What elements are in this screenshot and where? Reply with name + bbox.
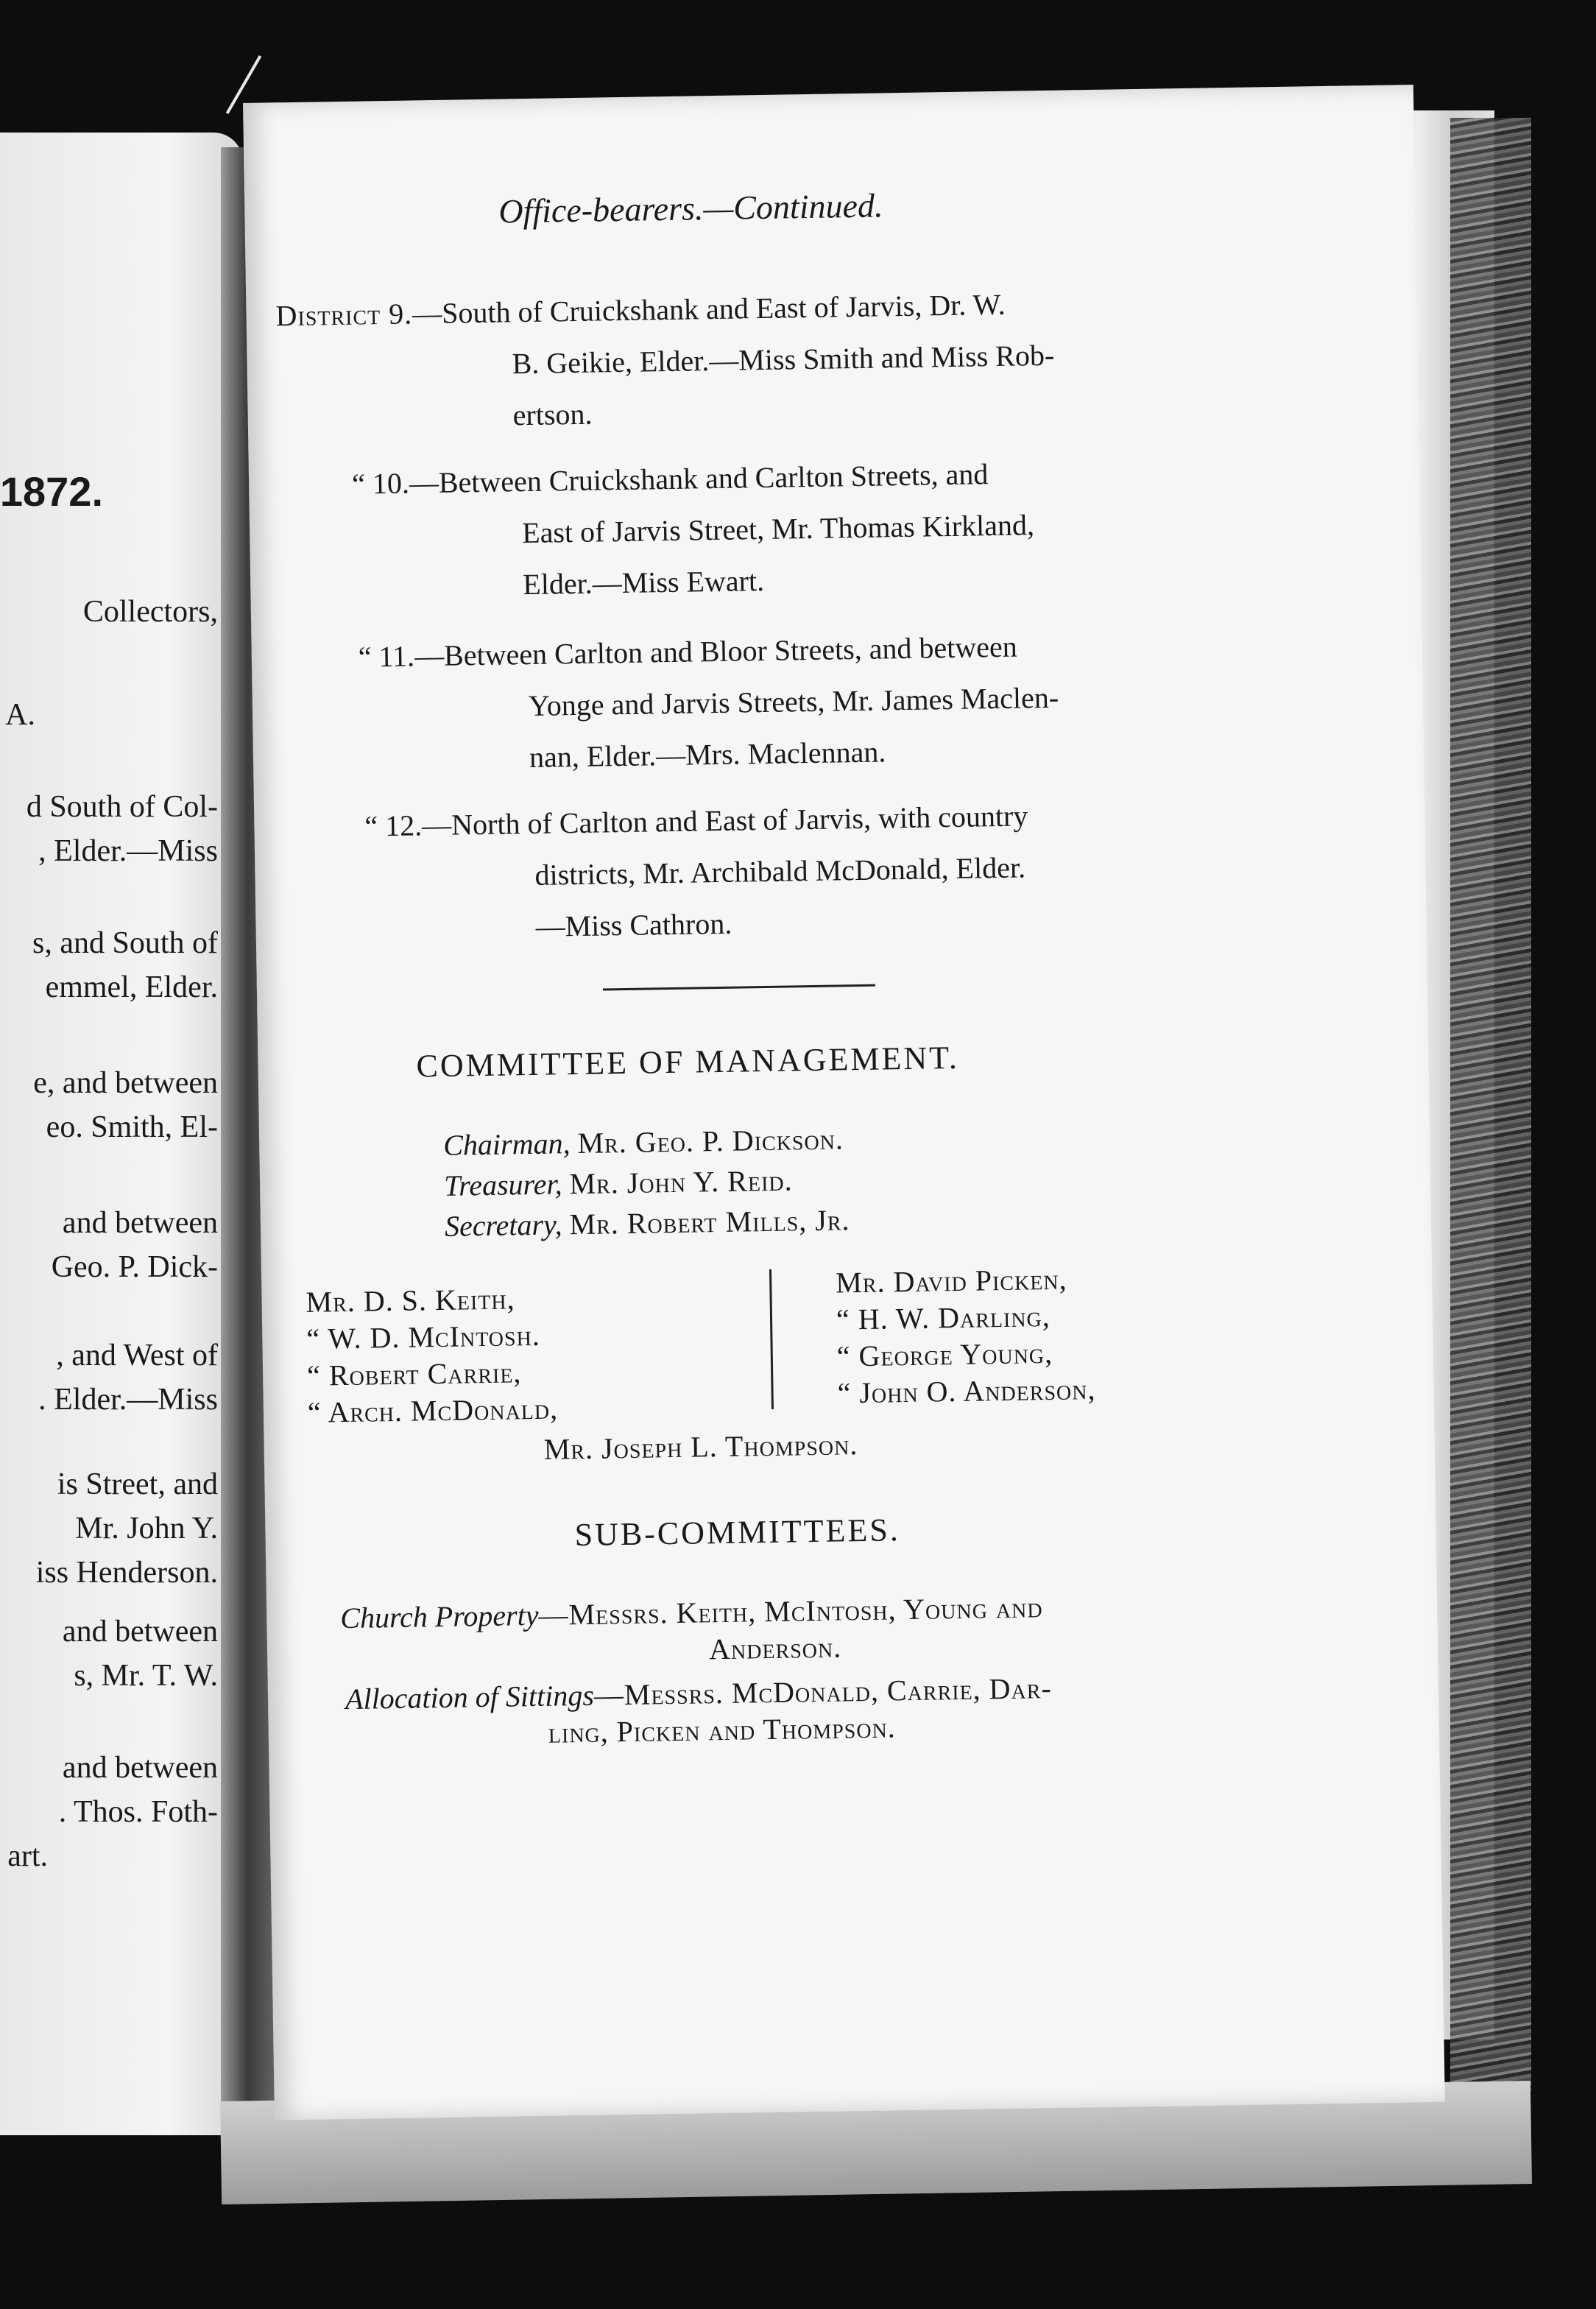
member-name: “ Arch. McDonald, bbox=[307, 1392, 559, 1429]
left-page-line: eo. Smith, El- bbox=[46, 1110, 218, 1144]
left-page-line: d South of Col- bbox=[26, 790, 218, 824]
district-text: —Miss Cathron. bbox=[535, 906, 732, 943]
district-text: —North of Carlton and East of Jarvis, with country bbox=[421, 799, 1028, 842]
district-text: —South of Cruickshank and East of Jarvis, Dr. W. bbox=[412, 287, 1006, 331]
officer-name: Mr. Geo. P. Dickson. bbox=[577, 1122, 844, 1160]
district-entry bbox=[352, 459, 989, 499]
officer-name: Mr. Robert Mills, Jr. bbox=[569, 1203, 850, 1241]
left-page-line: , Elder.—Miss bbox=[38, 834, 218, 868]
left-page-line: is Street, and bbox=[57, 1467, 218, 1501]
member-name: Mr. D. S. Keith, bbox=[306, 1282, 515, 1319]
member-name: Mr. David Picken, bbox=[835, 1262, 1067, 1300]
district-number: “ 10. bbox=[351, 466, 410, 501]
left-page-line: . Thos. Foth- bbox=[58, 1795, 218, 1829]
district-text: districts, Mr. Archibald McDonald, Elder. bbox=[534, 850, 1026, 892]
district-text: Yonge and Jarvis Streets, Mr. James Maclen- bbox=[528, 680, 1059, 723]
left-page-line: Mr. John Y. bbox=[75, 1512, 218, 1545]
district-number: “ 12. bbox=[364, 808, 423, 843]
committee-title: COMMITTEE OF MANAGEMENT. bbox=[416, 1039, 960, 1085]
member-name: “ W. D. McIntosh. bbox=[306, 1318, 541, 1356]
left-page-line: Collectors, bbox=[82, 595, 218, 629]
district-text: East of Jarvis Street, Mr. Thomas Kirkland, bbox=[521, 508, 1035, 550]
subcommittee-text: ling, Picken and Thompson. bbox=[548, 1710, 897, 1749]
officer-row bbox=[445, 1205, 850, 1241]
officer-role: Secretary, bbox=[444, 1208, 562, 1243]
officer-name: Mr. John Y. Reid. bbox=[569, 1163, 793, 1201]
left-page-line: s, Mr. T. W. bbox=[74, 1659, 218, 1693]
subcommittee-text: —Messrs. McDonald, Carrie, Dar- bbox=[593, 1671, 1053, 1712]
subcommittee-label: Church Property bbox=[339, 1598, 539, 1635]
subcommittee-text: Anderson. bbox=[708, 1630, 842, 1666]
district-text: —Between Carlton and Bloor Streets, and between bbox=[414, 630, 1018, 673]
member-name: “ John O. Anderson, bbox=[837, 1372, 1096, 1410]
column-divider bbox=[769, 1269, 774, 1409]
district-text: Elder.—Miss Ewart. bbox=[522, 563, 765, 602]
officer-row bbox=[443, 1163, 793, 1202]
left-page-line: . Elder.—Miss bbox=[38, 1383, 218, 1417]
member-name: “ Robert Carrie, bbox=[306, 1356, 522, 1392]
district-entry bbox=[275, 287, 1006, 333]
district-text: nan, Elder.—Mrs. Maclennan. bbox=[529, 735, 886, 774]
district-text: —Between Cruickshank and Carlton Streets, and bbox=[409, 457, 989, 500]
page-heading: Office-bearers.—Continued. bbox=[498, 186, 883, 230]
left-page-line: A. bbox=[5, 698, 35, 732]
left-page-line: and between bbox=[62, 1206, 218, 1240]
subcommittee-label: Allocation of Sittings bbox=[345, 1678, 595, 1716]
officer-row bbox=[443, 1124, 844, 1160]
left-page-line: art. bbox=[7, 1839, 48, 1873]
right-page bbox=[243, 85, 1445, 2121]
left-page-line: Geo. P. Dick- bbox=[51, 1250, 218, 1284]
district-entry bbox=[364, 801, 1028, 841]
officer-role: Treasurer, bbox=[443, 1167, 562, 1202]
district-entry bbox=[359, 632, 1017, 672]
left-page-line: e, and between bbox=[33, 1066, 218, 1100]
subcommittee-entry bbox=[339, 1590, 1043, 1635]
district-text: B. Geikie, Elder.—Miss Smith and Miss Rob- bbox=[512, 338, 1055, 381]
left-page bbox=[0, 133, 243, 2135]
left-page-line: s, and South of bbox=[32, 926, 218, 960]
district-number: District 9. bbox=[275, 297, 413, 333]
marbled-edge bbox=[1450, 118, 1531, 2091]
member-name: “ H. W. Darling, bbox=[836, 1299, 1051, 1336]
left-page-line: and between bbox=[62, 1615, 218, 1649]
left-page-line: , and West of bbox=[56, 1339, 218, 1372]
district-number: “ 11. bbox=[358, 639, 415, 674]
left-page-line: 1872. bbox=[0, 468, 103, 515]
section-divider bbox=[603, 984, 875, 991]
subcommittee-entry bbox=[345, 1671, 1053, 1716]
left-page-line: emmel, Elder. bbox=[45, 970, 218, 1004]
member-name: Mr. Joseph L. Thompson. bbox=[543, 1428, 858, 1466]
officer-role: Chairman, bbox=[442, 1127, 571, 1162]
member-name: “ George Young, bbox=[836, 1336, 1053, 1373]
subcommittees-title: SUB-COMMITTEES. bbox=[574, 1512, 901, 1554]
district-text: ertson. bbox=[512, 397, 593, 432]
left-page-line: and between bbox=[62, 1751, 218, 1785]
subcommittee-text: —Messrs. Keith, McIntosh, Young and bbox=[538, 1590, 1043, 1632]
left-page-line: iss Henderson. bbox=[35, 1556, 218, 1590]
